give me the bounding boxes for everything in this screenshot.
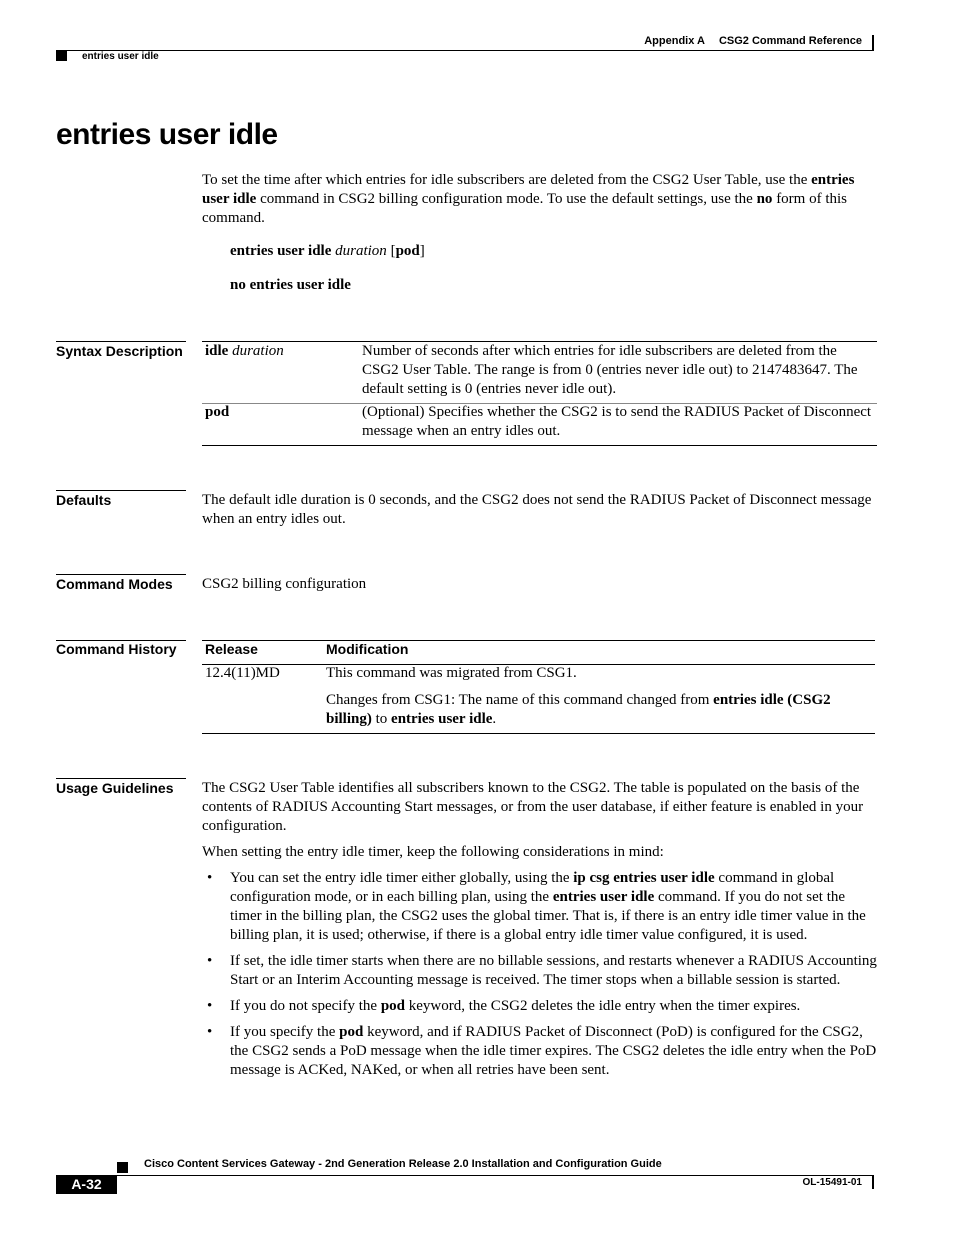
syntax-row-pod-description: (Optional) Specifies whether the CSG2 is to send the RADIUS Packet of Disconnect message when an entry idles out. — [362, 404, 872, 439]
bullet-text: keyword, the CSG2 deletes the idle entry when the timer expires. — [405, 998, 801, 1014]
history-modification-2 — [326, 691, 874, 729]
usage-bullet-3 — [202, 997, 877, 1016]
syntax-bracket: ] — [419, 243, 425, 259]
footer-rule — [117, 1175, 874, 1176]
usage-bullet-list — [202, 869, 877, 1087]
syntax-row-argument: duration — [232, 343, 284, 359]
intro-text: To set the time after which entries for idle subscribers are deleted from the CSG2 User Table, use the — [202, 172, 812, 188]
usage-bullet-4 — [202, 1023, 877, 1080]
syntax-row-idle-term — [205, 342, 355, 361]
defaults-rule — [56, 490, 186, 491]
syntax-command: entries user idle — [230, 243, 332, 259]
bullet-dot: • — [207, 1024, 213, 1040]
history-mod-text: Changes from CSG1: The name of this command changed from — [326, 692, 714, 708]
history-table-top-rule — [202, 640, 875, 641]
usage-bullet-2 — [202, 952, 877, 990]
intro-text: form of this command. — [202, 191, 848, 226]
bullet-text: If set, the idle timer starts when there are no billable sessions, and restarts whenever a RADIUS Accounting Start or an Interim Accounting message is received. The timer stops when a billable session is started. — [230, 953, 877, 988]
defaults-text: The default idle duration is 0 seconds, and the CSG2 does not send the RADIUS Packet of Disconnect message when an entry idles out. — [202, 492, 872, 527]
bullet-dot: • — [207, 953, 213, 969]
bullet-text: You can set the entry idle timer either globally, using the — [230, 870, 574, 886]
command-history-label: Command History — [56, 641, 177, 657]
header-rule — [56, 50, 874, 51]
syntax-line — [230, 242, 425, 261]
syntax-description-rule — [56, 341, 186, 342]
footer-title: Cisco Content Services Gateway - 2nd Generation Release 2.0 Installation and Configuration Guide — [144, 1158, 662, 1170]
bullet-pod-keyword: pod — [380, 998, 405, 1014]
bullet-global-command: ip csg entries user idle — [573, 870, 715, 886]
header-chapter — [630, 35, 862, 47]
syntax-bracket: [ — [386, 243, 396, 259]
syntax-row-keyword: pod — [205, 404, 230, 420]
command-modes-text: CSG2 billing configuration — [202, 576, 367, 592]
syntax-option: pod — [395, 243, 420, 259]
page-title: entries user idle — [56, 118, 278, 151]
usage-guidelines-label: Usage Guidelines — [56, 780, 174, 796]
header-section: CSG2 Command Reference — [718, 35, 862, 47]
syntax-description-label: Syntax Description — [56, 343, 183, 359]
syntax-row-keyword: idle — [205, 343, 229, 359]
command-modes-rule — [56, 574, 186, 575]
history-modification-1: This command was migrated from CSG1. — [326, 665, 577, 681]
intro-command: entries user idle — [202, 172, 855, 207]
footer-page-number: A-32 — [56, 1175, 117, 1194]
bullet-text: command in global configuration mode, or in each billing plan, using the — [230, 870, 835, 905]
usage-paragraph-1: The CSG2 User Table identifies all subscribers known to the CSG2. The table is populated on the basis of the contents of RADIUS Accounting Start messages, or from the user database, if either feature is enabled in your configuration. — [202, 780, 864, 834]
history-mod-text: . — [492, 711, 497, 727]
header-vertical-bar — [872, 35, 874, 51]
intro-paragraph — [202, 171, 877, 228]
footer-doc-number: OL-15491-01 — [802, 1177, 862, 1188]
defaults-label: Defaults — [56, 492, 112, 508]
bullet-dot: • — [207, 998, 213, 1014]
history-col-release: Release — [205, 641, 258, 657]
history-new-command: entries user idle — [391, 711, 493, 727]
bullet-dot: • — [207, 870, 213, 886]
command-modes-label: Command Modes — [56, 576, 173, 592]
bullet-text: command. If you do not set the timer in the billing plan, the CSG2 uses the global timer. That is, if there is an entry idle timer value in the billing plan, it is used; otherwise, if there is a global entry idle timer value configured, it is used. — [230, 889, 866, 943]
usage-bullet-1 — [202, 869, 877, 945]
syntax-row-pod-term — [205, 403, 355, 422]
usage-guidelines-rule — [56, 778, 186, 779]
syntax-row-idle-description: Number of seconds after which entries for idle subscribers are deleted from the CSG2 User Table. The range is from 0 (entries never idle out) to 2147483647. The default setting is 0 (entries never idle out). — [362, 343, 858, 397]
bullet-text: If you specify the — [230, 1024, 340, 1040]
bullet-text: If you do not specify the — [230, 998, 381, 1014]
syntax-no-form: no entries user idle — [230, 277, 351, 293]
header-running-title: entries user idle — [82, 51, 159, 62]
bullet-text: keyword, and if RADIUS Packet of Disconnect (PoD) is configured for the CSG2, the CSG2 sends a PoD message when the idle timer expires. The CSG2 deletes the idle entry when the PoD message is ACKed, NAKed, or when all retries have been sent. — [230, 1024, 877, 1078]
history-release: 12.4(11)MD — [205, 665, 280, 681]
header-square — [56, 51, 67, 61]
footer-square — [117, 1162, 128, 1173]
header-appendix: Appendix A — [644, 35, 705, 47]
syntax-table-bottom-rule — [202, 445, 877, 446]
history-old-command: entries idle (CSG2 billing) — [326, 692, 831, 727]
syntax-argument: duration — [335, 243, 387, 259]
intro-no-keyword: no — [756, 191, 773, 207]
bullet-plan-command: entries user idle — [552, 889, 655, 905]
intro-text: command in CSG2 billing configuration mode. To use the default settings, use the — [256, 191, 757, 207]
history-table-bottom-rule — [202, 733, 875, 734]
history-col-modification: Modification — [326, 641, 409, 657]
bullet-pod-keyword: pod — [339, 1024, 364, 1040]
history-mod-text: to — [371, 711, 392, 727]
footer-vertical-bar — [872, 1175, 874, 1189]
usage-paragraph-2: When setting the entry idle timer, keep the following considerations in mind: — [202, 844, 664, 860]
